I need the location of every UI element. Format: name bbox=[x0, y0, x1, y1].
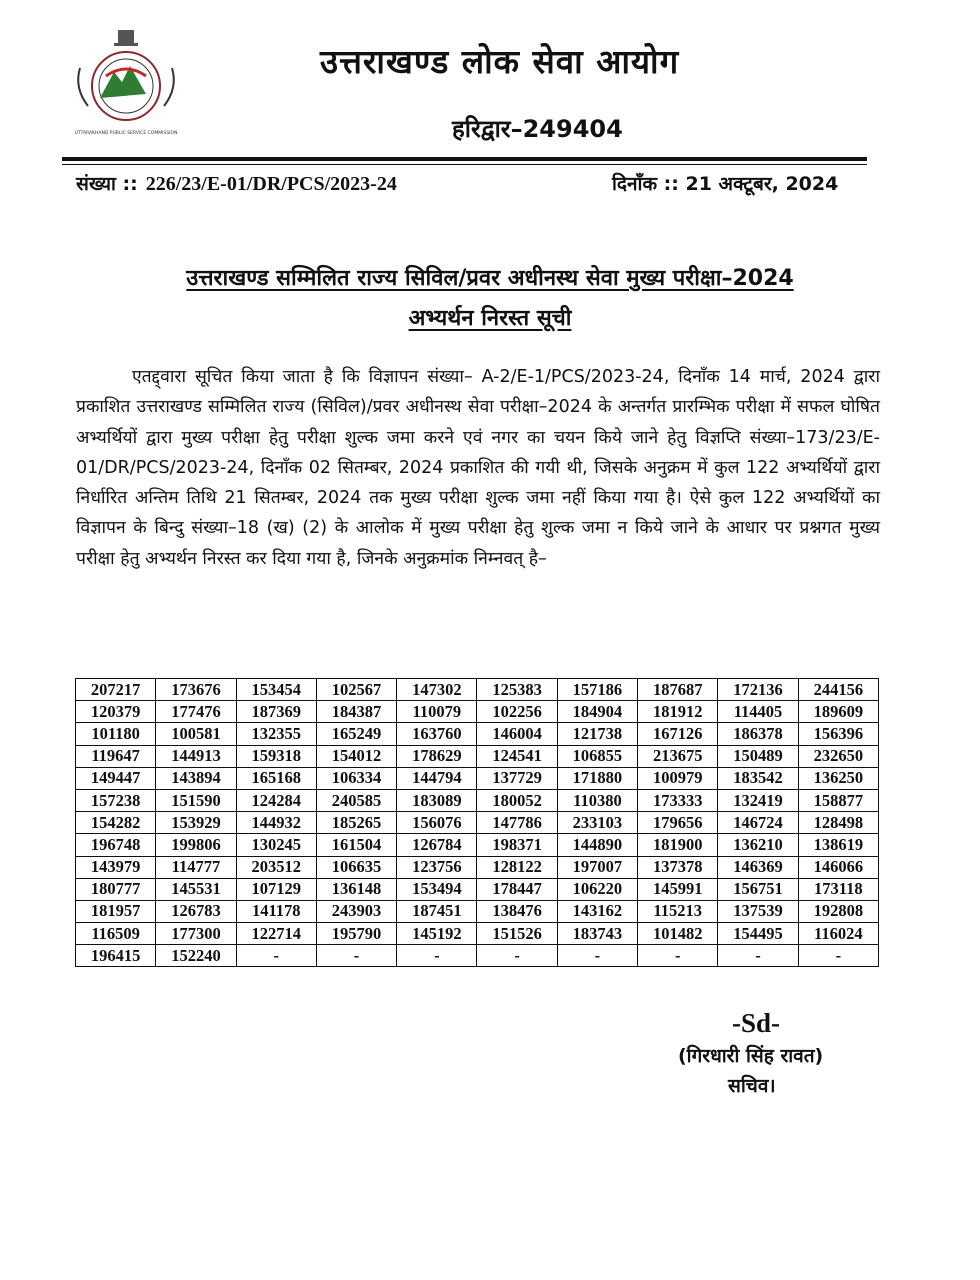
roll-number-cell: 172136 bbox=[718, 679, 798, 701]
roll-number-cell: 144890 bbox=[557, 834, 637, 856]
roll-number-cell: 157238 bbox=[76, 789, 156, 811]
roll-number-cell: 240585 bbox=[316, 789, 396, 811]
roll-number-cell: 154282 bbox=[76, 812, 156, 834]
roll-number-cell: 158877 bbox=[798, 789, 878, 811]
roll-number-cell: - bbox=[236, 945, 316, 967]
roll-number-cell: 149447 bbox=[76, 767, 156, 789]
roll-number-cell: 185265 bbox=[316, 812, 396, 834]
roll-number-cell: 132419 bbox=[718, 789, 798, 811]
roll-number-cell: 122714 bbox=[236, 923, 316, 945]
roll-number-cell: 165168 bbox=[236, 767, 316, 789]
roll-number-cell: 196748 bbox=[76, 834, 156, 856]
reference-number bbox=[76, 170, 397, 196]
roll-number-cell: 137378 bbox=[638, 856, 718, 878]
roll-number-cell: 106855 bbox=[557, 745, 637, 767]
svg-text:UTTARAKHAND PUBLIC SERVICE COM: UTTARAKHAND PUBLIC SERVICE COMMISSION bbox=[74, 131, 178, 136]
roll-number-cell: 165249 bbox=[316, 723, 396, 745]
roll-number-cell: 107129 bbox=[236, 878, 316, 900]
notice-title: उत्तराखण्ड सम्मिलित राज्य सिविल/प्रवर अधीनस्थ सेवा मुख्य परीक्षा–2024 bbox=[186, 266, 794, 291]
table-row bbox=[76, 723, 879, 745]
notice-subtitle: अभ्यर्थन निरस्त सूची bbox=[408, 306, 572, 331]
header-divider-thick bbox=[62, 157, 867, 161]
roll-number-cell: 145531 bbox=[156, 878, 236, 900]
commission-emblem-logo bbox=[66, 28, 186, 138]
roll-number-cell: 199806 bbox=[156, 834, 236, 856]
table-row bbox=[76, 834, 879, 856]
roll-number-cell: 146066 bbox=[798, 856, 878, 878]
roll-number-cell: 106220 bbox=[557, 878, 637, 900]
roll-number-cell: 159318 bbox=[236, 745, 316, 767]
roll-number-cell: 171880 bbox=[557, 767, 637, 789]
roll-number-cell: 187451 bbox=[397, 900, 477, 922]
roll-number-cell: 114777 bbox=[156, 856, 236, 878]
table-row bbox=[76, 856, 879, 878]
reference-value: 226/23/E-01/DR/PCS/2023-24 bbox=[145, 173, 397, 195]
roll-number-cell: 143979 bbox=[76, 856, 156, 878]
roll-number-cell: 101482 bbox=[638, 923, 718, 945]
roll-number-cell: 232650 bbox=[798, 745, 878, 767]
roll-number-cell: 154012 bbox=[316, 745, 396, 767]
roll-number-cell: 146004 bbox=[477, 723, 557, 745]
roll-number-cell: 137539 bbox=[718, 900, 798, 922]
roll-number-cell: - bbox=[477, 945, 557, 967]
roll-number-cell: 116024 bbox=[798, 923, 878, 945]
roll-number-cell: 102256 bbox=[477, 701, 557, 723]
roll-number-cell: 154495 bbox=[718, 923, 798, 945]
roll-number-cell: 183743 bbox=[557, 923, 637, 945]
signatory-designation: सचिव। bbox=[728, 1075, 776, 1097]
roll-number-cell: - bbox=[718, 945, 798, 967]
roll-number-cell: 233103 bbox=[557, 812, 637, 834]
roll-number-cell: 136148 bbox=[316, 878, 396, 900]
roll-number-cell: 179656 bbox=[638, 812, 718, 834]
roll-number-table bbox=[75, 678, 879, 967]
roll-number-cell: 143162 bbox=[557, 900, 637, 922]
roll-number-cell: 126784 bbox=[397, 834, 477, 856]
organization-name: उत्तराखण्ड लोक सेवा आयोग bbox=[320, 42, 680, 81]
roll-number-cell: 130245 bbox=[236, 834, 316, 856]
roll-number-cell: 181957 bbox=[76, 900, 156, 922]
roll-number-cell: 187687 bbox=[638, 679, 718, 701]
roll-number-cell: 144794 bbox=[397, 767, 477, 789]
roll-number-cell: 119647 bbox=[76, 745, 156, 767]
roll-number-cell: 184387 bbox=[316, 701, 396, 723]
roll-number-cell: 244156 bbox=[798, 679, 878, 701]
organization-address: हरिद्वार–249404 bbox=[452, 115, 623, 143]
table-row bbox=[76, 812, 879, 834]
roll-number-cell: 163760 bbox=[397, 723, 477, 745]
roll-number-cell: 153494 bbox=[397, 878, 477, 900]
roll-number-cell: - bbox=[397, 945, 477, 967]
roll-number-cell: 153454 bbox=[236, 679, 316, 701]
roll-number-cell: 183542 bbox=[718, 767, 798, 789]
roll-number-cell: 124541 bbox=[477, 745, 557, 767]
table-row bbox=[76, 923, 879, 945]
roll-number-cell: 150489 bbox=[718, 745, 798, 767]
roll-number-cell: 195790 bbox=[316, 923, 396, 945]
signatory-name: (गिरधारी सिंह रावत) bbox=[678, 1045, 824, 1067]
table-row bbox=[76, 701, 879, 723]
roll-number-cell: 136210 bbox=[718, 834, 798, 856]
roll-number-cell: 187369 bbox=[236, 701, 316, 723]
roll-number-cell: 181912 bbox=[638, 701, 718, 723]
roll-number-cell: 147302 bbox=[397, 679, 477, 701]
roll-number-cell: 180052 bbox=[477, 789, 557, 811]
roll-number-cell: 110079 bbox=[397, 701, 477, 723]
roll-number-cell: 146724 bbox=[718, 812, 798, 834]
roll-number-cell: 178629 bbox=[397, 745, 477, 767]
roll-number-cell: 121738 bbox=[557, 723, 637, 745]
roll-number-cell: 136250 bbox=[798, 767, 878, 789]
roll-number-cell: 184904 bbox=[557, 701, 637, 723]
roll-number-cell: 101180 bbox=[76, 723, 156, 745]
table-row bbox=[76, 900, 879, 922]
roll-number-cell: 173676 bbox=[156, 679, 236, 701]
roll-number-cell: 145991 bbox=[638, 878, 718, 900]
table-row bbox=[76, 878, 879, 900]
roll-number-cell: 102567 bbox=[316, 679, 396, 701]
roll-number-cell: 192808 bbox=[798, 900, 878, 922]
roll-number-cell: - bbox=[798, 945, 878, 967]
roll-number-cell: 146369 bbox=[718, 856, 798, 878]
roll-number-cell: 144913 bbox=[156, 745, 236, 767]
roll-number-cell: 125383 bbox=[477, 679, 557, 701]
roll-number-cell: 167126 bbox=[638, 723, 718, 745]
roll-number-cell: 151526 bbox=[477, 923, 557, 945]
roll-number-cell: - bbox=[638, 945, 718, 967]
roll-number-cell: 143894 bbox=[156, 767, 236, 789]
roll-number-cell: 189609 bbox=[798, 701, 878, 723]
roll-number-cell: 181900 bbox=[638, 834, 718, 856]
table-row bbox=[76, 679, 879, 701]
document-date: दिनाँक :: 21 अक्टूबर, 2024 bbox=[612, 173, 839, 195]
roll-number-cell: 180777 bbox=[76, 878, 156, 900]
roll-number-cell: 106334 bbox=[316, 767, 396, 789]
table-row bbox=[76, 767, 879, 789]
notice-body-paragraph: एतद्द्वारा सूचित किया जाता है कि विज्ञापन संख्या– A-2/E-1/PCS/2023-24, दिनाँक 14 मार्च, 2024 द्वारा प्रकाशित उत्तराखण्ड सम्मिलित राज्य (सिविल)/प्रवर अधीनस्थ सेवा परीक्षा–2024 के अन्तर्गत प्रारम्भिक परीक्षा में सफल घोषित अभ्यर्थियों द्वारा मुख्य परीक्षा हेतु परीक्षा शुल्क जमा करने एवं नगर का चयन किये जाने हेतु विज्ञप्ति संख्या–173/23/E-01/DR/PCS/2023-24, दिनाँक 02 सितम्बर, 2024 प्रकाशित की गयी थी, जिसके अनुक्रम में कुल 122 अभ्यर्थियों द्वारा निर्धारित अन्तिम तिथि 21 सितम्बर, 2024 तक मुख्य परीक्षा शुल्क जमा नहीं किया गया है। ऐसे कुल 122 अभ्यर्थियों का विज्ञापन के बिन्दु संख्या–18 (ख) (2) के आलोक में मुख्य परीक्षा हेतु शुल्क जमा न किये जाने के आधार पर प्रश्नगत मुख्य परीक्षा हेतु अभ्यर्थन निरस्त कर दिया गया है, जिनके अनुक्रमांक निम्नवत् है– bbox=[76, 367, 880, 569]
roll-number-cell: 178447 bbox=[477, 878, 557, 900]
table-row bbox=[76, 745, 879, 767]
roll-number-cell: 145192 bbox=[397, 923, 477, 945]
roll-number-cell: 152240 bbox=[156, 945, 236, 967]
roll-number-cell: 153929 bbox=[156, 812, 236, 834]
roll-number-table-body bbox=[76, 679, 879, 967]
roll-number-cell: 132355 bbox=[236, 723, 316, 745]
roll-number-cell: 100581 bbox=[156, 723, 236, 745]
roll-number-cell: 161504 bbox=[316, 834, 396, 856]
roll-number-cell: 151590 bbox=[156, 789, 236, 811]
header-divider-thin bbox=[62, 164, 867, 165]
roll-number-cell: - bbox=[316, 945, 396, 967]
roll-number-cell: 144932 bbox=[236, 812, 316, 834]
roll-number-cell: 106635 bbox=[316, 856, 396, 878]
roll-number-cell: 124284 bbox=[236, 789, 316, 811]
roll-number-cell: 120379 bbox=[76, 701, 156, 723]
roll-number-cell: 156396 bbox=[798, 723, 878, 745]
roll-number-cell: 156076 bbox=[397, 812, 477, 834]
roll-number-cell: 128122 bbox=[477, 856, 557, 878]
roll-number-cell: 198371 bbox=[477, 834, 557, 856]
roll-number-cell: - bbox=[557, 945, 637, 967]
roll-number-cell: 156751 bbox=[718, 878, 798, 900]
roll-number-cell: 138619 bbox=[798, 834, 878, 856]
table-row bbox=[76, 789, 879, 811]
roll-number-cell: 138476 bbox=[477, 900, 557, 922]
roll-number-cell: 116509 bbox=[76, 923, 156, 945]
reference-label: संख्या :: bbox=[76, 173, 138, 195]
signature-mark: -Sd- bbox=[732, 1008, 781, 1038]
roll-number-cell: 123756 bbox=[397, 856, 477, 878]
roll-number-cell: 197007 bbox=[557, 856, 637, 878]
roll-number-cell: 177476 bbox=[156, 701, 236, 723]
roll-number-cell: 126783 bbox=[156, 900, 236, 922]
roll-number-cell: 128498 bbox=[798, 812, 878, 834]
roll-number-cell: 114405 bbox=[718, 701, 798, 723]
roll-number-cell: 196415 bbox=[76, 945, 156, 967]
table-row bbox=[76, 945, 879, 967]
roll-number-cell: 137729 bbox=[477, 767, 557, 789]
roll-number-cell: 213675 bbox=[638, 745, 718, 767]
roll-number-cell: 207217 bbox=[76, 679, 156, 701]
roll-number-cell: 243903 bbox=[316, 900, 396, 922]
roll-number-cell: 173333 bbox=[638, 789, 718, 811]
roll-number-cell: 100979 bbox=[638, 767, 718, 789]
roll-number-cell: 186378 bbox=[718, 723, 798, 745]
roll-number-cell: 115213 bbox=[638, 900, 718, 922]
roll-number-cell: 183089 bbox=[397, 789, 477, 811]
roll-number-cell: 147786 bbox=[477, 812, 557, 834]
roll-number-cell: 141178 bbox=[236, 900, 316, 922]
roll-number-cell: 173118 bbox=[798, 878, 878, 900]
roll-number-cell: 157186 bbox=[557, 679, 637, 701]
roll-number-cell: 203512 bbox=[236, 856, 316, 878]
roll-number-cell: 177300 bbox=[156, 923, 236, 945]
roll-number-cell: 110380 bbox=[557, 789, 637, 811]
